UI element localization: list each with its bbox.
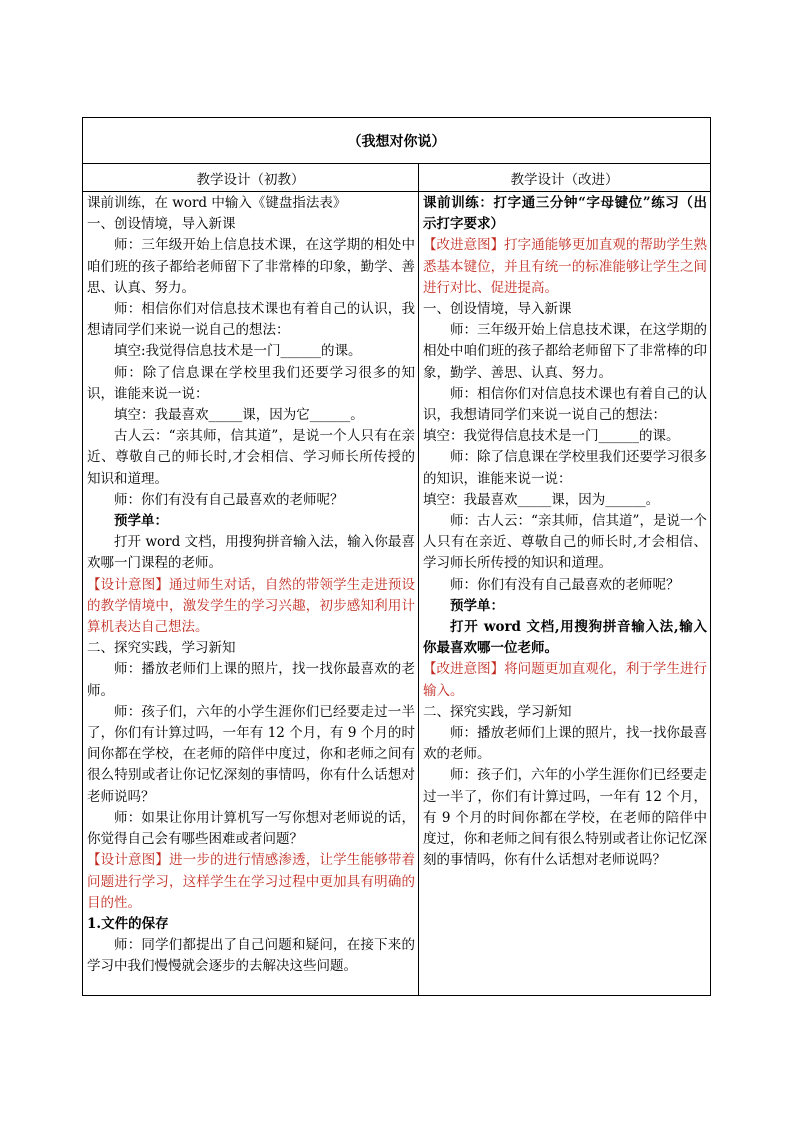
content-row [83, 192, 710, 995]
left-column-header: 教学设计（初教） [83, 164, 419, 191]
paragraph: 师：播放老师们上课的照片，找一找你最喜欢的老师。 [423, 725, 707, 763]
table-title: （我想对你说） [83, 118, 710, 164]
paragraph: 打开 word 文档，用搜狗拼音输入法，输入你最喜欢哪一门课程的老师。 [87, 534, 415, 572]
header-row [83, 164, 710, 192]
paragraph: 师：除了信息课在学校里我们还要学习很多的知识，谁能来说一说： [423, 449, 707, 487]
section-heading: 一、创设情境，导入新课 [87, 216, 236, 233]
preview-sheet-heading: 预学单： [450, 597, 504, 614]
design-intent-note: 【设计意图】通过师生对话，自然的带领学生走进预设的教学情境中，激发学生的学习兴趣，初步感知利用计算机表达自己想法。 [87, 576, 415, 636]
paragraph: 师：相信你们对信息技术课也有着自己的认识，我想请同学们来说一说自己的想法： [87, 301, 415, 339]
improvement-intent-note: 【改进意图】将问题更加直观化，利于学生进行输入。 [423, 661, 707, 699]
fill-blank: 填空：我最喜欢_____课，因为______。 [423, 491, 660, 508]
paragraph: 师：同学们都提出了自己问题和疑问，在接下来的学习中我们慢慢就会逐步的去解决这些问题。 [87, 937, 415, 975]
improvement-intent-note: 【改进意图】打字通能够更加直观的帮助学生熟悉基本键位，并且有统一的标准能够让学生之间进行对比、促进提高。 [423, 237, 707, 296]
subsection-heading: 1.文件的保存 [87, 915, 169, 932]
paragraph: 师：你们有没有自己最喜欢的老师呢？ [114, 491, 344, 508]
improved-design-column [419, 192, 710, 995]
paragraph: 打开 word 文档,用搜狗拼音输入法,输入你最喜欢哪一位老师。 [423, 619, 707, 657]
paragraph: 师：相信你们对信息技术课也有着自己的认识，我想请同学们来说一说自己的想法： [423, 385, 707, 424]
fill-blank: 填空：我觉得信息技术是一门______的课。 [423, 428, 680, 445]
lesson-comparison-table [82, 117, 711, 996]
section-heading: 二、探究实践，学习新知 [423, 703, 572, 720]
pre-class-training: 课前训练：打字通三分钟“字母键位”练习（出示打字要求） [423, 195, 707, 233]
paragraph: 师：除了信息课在学校里我们还要学习很多的知识，谁能来说一说： [87, 364, 415, 402]
paragraph: 师：如果让你用计算机写一写你想对老师说的话，你觉得自己会有哪些困难或者问题？ [87, 809, 415, 848]
section-heading: 一、创设情境，导入新课 [423, 301, 572, 318]
paragraph: 师：古人云：“亲其师，信其道”，是说一个人只有在亲近、尊敬自己的师长时,才会相信、学习师长所传授的知识和道理。 [423, 513, 707, 572]
fill-blank: 填空：我最喜欢_____课，因为它______。 [114, 407, 364, 424]
right-column-header: 教学设计（改进） [510, 171, 619, 188]
original-design-column [83, 192, 419, 995]
section-heading: 二、探究实践，学习新知 [87, 640, 236, 657]
paragraph: 师：播放老师们上课的照片，找一找你最喜欢的老师。 [87, 661, 415, 699]
paragraph: 师：孩子们，六年的小学生涯你们已经要走过一半了，你们有计算过吗，一年有 12 个月，有 9 个月的时间你都在学校，在老师的陪伴中度过，你和老师之间有很么特别或者让你记忆深刻的事情吗，你有什么话想对老师说吗？ [423, 767, 707, 869]
paragraph: 师：三年级开始上信息技术课，在这学期的相处中咱们班的孩子都给老师留下了非常棒的印象，勤学、善思、认真、努力。 [423, 322, 707, 381]
fill-blank: 填空:我觉得信息技术是一门______的课。 [114, 343, 362, 360]
paragraph: 师：你们有没有自己最喜欢的老师呢？ [450, 576, 680, 593]
paragraph: 师：孩子们，六年的小学生涯你们已经要走过一半了，你们有计算过吗，一年有 12 个月，有 9 个月的时间你都在学校，在老师的陪伴中度过，你和老师之间有很么特别或者让你记忆深刻的事情吗，你有什么话想对老师说吗？ [87, 703, 415, 805]
paragraph: 师：三年级开始上信息技术课，在这学期的相处中咱们班的孩子都给老师留下了非常棒的印象，勤学、善思、认真、努力。 [87, 237, 415, 296]
pre-class-training: 课前训练，在 word 中输入《键盘指法表》 [87, 195, 347, 211]
preview-sheet-heading: 预学单： [114, 513, 168, 530]
design-intent-note: 【设计意图】进一步的进行情感渗透，让学生能够带着问题进行学习，这样学生在学习过程中更加具有明确的目的性。 [87, 852, 415, 911]
paragraph: 古人云：“亲其师，信其道”，是说一个人只有在亲近、尊敬自己的师长时,才会相信、学习师长所传授的知识和道理。 [87, 428, 415, 487]
